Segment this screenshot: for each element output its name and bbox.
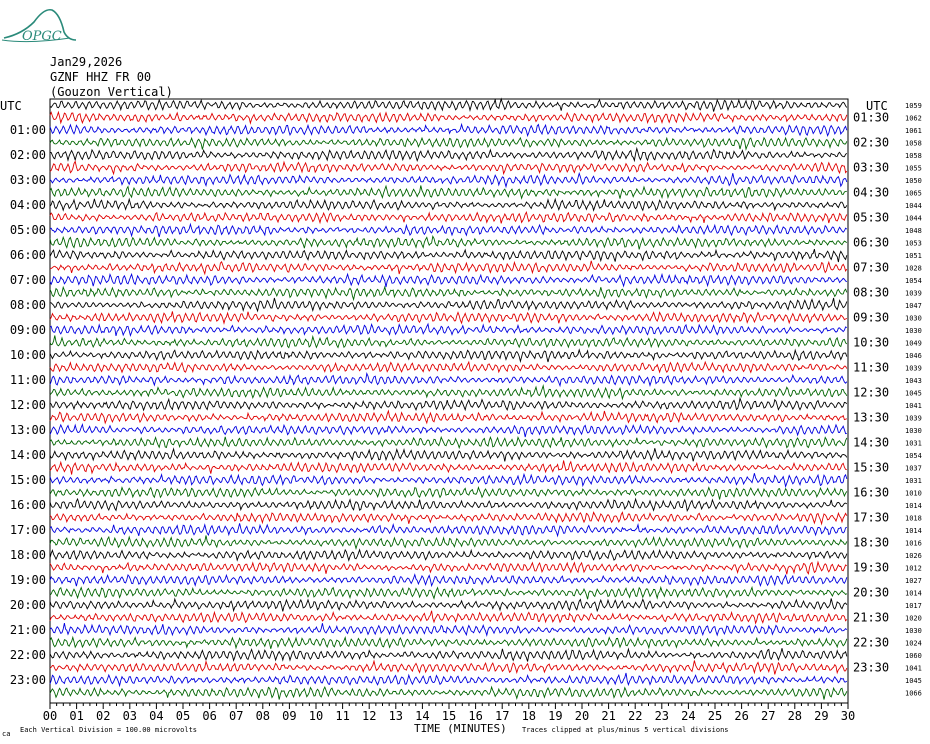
trace-line <box>50 687 847 699</box>
rms-value-label: 1045 <box>905 677 922 685</box>
trace-line <box>50 637 847 648</box>
rms-value-label: 1058 <box>905 139 922 148</box>
rms-value-label: 1049 <box>905 339 922 348</box>
trace-line <box>50 324 847 336</box>
x-tick-label: 04 <box>149 709 164 723</box>
rms-value-label: 1030 <box>905 314 922 323</box>
x-tick-label: 20 <box>574 709 590 723</box>
x-tick-label: 05 <box>175 709 191 723</box>
trace-line <box>50 224 847 237</box>
trace-line <box>50 599 847 612</box>
rms-value-label: 1054 <box>905 452 922 460</box>
trace-line <box>50 350 847 362</box>
left-time-label: 17:00 <box>9 523 46 537</box>
x-tick-label: 10 <box>308 709 324 723</box>
trace-group <box>50 99 847 700</box>
left-time-label: 14:00 <box>9 448 46 462</box>
left-time-labels <box>10 123 46 687</box>
trace-line <box>50 499 847 511</box>
rms-value-label: 1018 <box>905 514 922 523</box>
rms-value-label: 1030 <box>905 427 922 435</box>
trace-line <box>50 562 847 574</box>
right-time-label: 09:30 <box>853 310 890 325</box>
opgc-logo <box>2 10 76 44</box>
left-time-label: 20:00 <box>9 598 46 612</box>
rms-value-label: 1039 <box>905 289 922 298</box>
trace-line <box>50 461 847 475</box>
trace-line <box>50 212 847 223</box>
x-tick-label: 07 <box>228 709 244 723</box>
trace-line <box>50 274 847 287</box>
trace-line <box>50 398 847 410</box>
x-tick-label: 14 <box>415 709 430 723</box>
rms-value-label: 1031 <box>905 477 922 485</box>
right-time-label: 19:30 <box>853 560 890 575</box>
left-time-label: 08:00 <box>9 298 46 312</box>
rms-value-label: 1020 <box>905 614 922 623</box>
trace-line <box>50 386 847 399</box>
right-time-label: 13:30 <box>853 410 890 425</box>
left-time-label: 04:00 <box>9 198 46 212</box>
trace-line <box>50 587 847 599</box>
trace-line <box>50 425 847 438</box>
rms-value-label: 1044 <box>905 214 922 223</box>
right-time-labels <box>853 111 889 675</box>
trace-line <box>50 536 847 549</box>
right-time-label: 20:30 <box>853 585 890 600</box>
trace-line <box>50 99 847 112</box>
right-time-label: 05:30 <box>853 210 890 225</box>
trace-line <box>50 673 847 686</box>
rms-value-label: 1053 <box>905 239 922 248</box>
rms-value-label: 1065 <box>905 189 922 198</box>
x-tick-label: 12 <box>361 709 377 723</box>
rms-value-label: 1041 <box>905 664 922 673</box>
right-time-label: 06:30 <box>853 235 890 250</box>
left-time-label: 12:00 <box>9 398 46 412</box>
trace-line <box>50 611 847 624</box>
trace-line <box>50 448 847 461</box>
right-time-label: 17:30 <box>853 510 890 525</box>
trace-line <box>50 261 847 274</box>
trace-line <box>50 138 847 150</box>
rms-value-label: 1039 <box>905 364 922 373</box>
rms-value-label: 1037 <box>905 464 922 473</box>
rms-value-label: 1030 <box>905 327 922 335</box>
x-tick-label: 23 <box>654 709 670 723</box>
rms-value-label: 1026 <box>905 552 922 560</box>
left-time-label: 05:00 <box>9 223 46 237</box>
trace-line <box>50 623 847 635</box>
left-time-label: 23:00 <box>9 673 46 687</box>
trace-line <box>50 362 847 372</box>
rms-value-label: 1061 <box>905 127 922 135</box>
right-time-label: 23:30 <box>853 660 890 675</box>
right-time-label: 21:30 <box>853 610 890 625</box>
right-time-label: 14:30 <box>853 435 890 450</box>
trace-line <box>50 550 847 561</box>
x-tick-label: 16 <box>468 709 483 723</box>
rms-value-label: 1058 <box>905 152 922 160</box>
rms-value-label: 1048 <box>905 227 922 235</box>
rms-value-label: 1014 <box>905 527 922 535</box>
left-time-label: 07:00 <box>9 273 46 287</box>
trace-line <box>50 173 847 186</box>
trace-line <box>50 311 847 323</box>
rms-value-label: 1017 <box>905 602 922 610</box>
x-tick-label: 25 <box>707 709 723 723</box>
trace-line <box>50 411 847 423</box>
rms-value-label: 1014 <box>905 502 922 510</box>
right-time-label: 07:30 <box>853 260 890 275</box>
x-tick-label: 17 <box>494 709 510 723</box>
trace-line <box>50 473 847 486</box>
location-label: (Gouzon Vertical) <box>50 85 173 99</box>
right-time-label: 18:30 <box>853 535 890 550</box>
trace-line <box>50 437 847 448</box>
date-label: Jan29,2026 <box>50 55 123 69</box>
x-tick-label: 03 <box>122 709 138 723</box>
left-time-label: 02:00 <box>9 148 46 162</box>
x-tick-label: 22 <box>627 709 643 723</box>
rms-value-label: 1028 <box>905 264 922 273</box>
trace-line <box>50 374 847 386</box>
rms-value-label: 1039 <box>905 414 922 423</box>
right-time-label: 08:30 <box>853 285 890 300</box>
corner-mark: ca <box>2 730 11 738</box>
right-time-label: 12:30 <box>853 385 890 400</box>
rms-value-label: 1062 <box>905 114 922 123</box>
x-tick-label: 19 <box>548 709 563 723</box>
x-tick-label: 11 <box>335 709 350 723</box>
x-tick-label: 26 <box>734 709 749 723</box>
left-time-label: 21:00 <box>9 623 46 637</box>
right-time-label: 22:30 <box>853 635 890 650</box>
rms-value-labels <box>905 102 922 698</box>
rms-value-label: 1010 <box>905 489 922 498</box>
left-time-label: 11:00 <box>9 373 46 387</box>
left-time-label: 10:00 <box>9 348 46 362</box>
x-tick-label: 15 <box>441 709 457 723</box>
x-tick-label: 21 <box>601 709 616 723</box>
x-tick-label: 18 <box>521 709 537 723</box>
rms-value-label: 1047 <box>905 302 922 310</box>
left-time-label: 06:00 <box>9 248 46 262</box>
left-time-label: 19:00 <box>9 573 46 587</box>
left-time-label: 09:00 <box>9 323 46 337</box>
right-time-label: 04:30 <box>853 185 890 200</box>
division-note: Each Vertical Division = 100.00 microvolts <box>20 726 198 734</box>
rms-value-label: 1054 <box>905 277 922 285</box>
trace-line <box>50 523 847 536</box>
rms-value-label: 1050 <box>905 177 922 185</box>
trace-line <box>50 112 847 123</box>
right-time-label: 10:30 <box>853 335 890 350</box>
rms-value-label: 1027 <box>905 577 922 585</box>
trace-line <box>50 149 847 161</box>
right-time-label: 15:30 <box>853 460 890 475</box>
trace-line <box>50 488 847 500</box>
rms-value-label: 1024 <box>905 639 922 648</box>
rms-value-label: 1012 <box>905 564 922 573</box>
rms-value-label: 1055 <box>905 164 922 173</box>
x-tick-label: 24 <box>681 709 696 723</box>
rms-value-label: 1041 <box>905 402 922 410</box>
rms-value-label: 1046 <box>905 352 922 360</box>
station-label: GZNF HHZ FR 00 <box>50 70 152 84</box>
logo-text: OPGC <box>22 29 62 44</box>
trace-line <box>50 186 847 199</box>
trace-line <box>50 661 847 675</box>
left-time-label: 18:00 <box>9 548 46 562</box>
x-tick-label: 27 <box>760 709 776 723</box>
x-tick-label: 30 <box>840 709 856 723</box>
x-tick-label: 08 <box>255 709 271 723</box>
trace-line <box>50 336 847 348</box>
rms-value-label: 1030 <box>905 627 922 635</box>
right-time-label: 02:30 <box>853 135 890 150</box>
left-time-label: 03:00 <box>9 173 46 187</box>
trace-line <box>50 236 847 249</box>
utc-right-label: UTC <box>866 99 888 113</box>
x-tick-label: 09 <box>282 709 297 723</box>
trace-line <box>50 124 847 135</box>
utc-left-label: UTC <box>0 99 22 113</box>
trace-line <box>50 249 847 262</box>
x-tick-label: 00 <box>42 709 58 723</box>
trace-line <box>50 575 847 587</box>
left-time-label: 13:00 <box>9 423 46 437</box>
x-tick-label: 02 <box>95 709 111 723</box>
x-tick-label: 28 <box>787 709 803 723</box>
rms-value-label: 1060 <box>905 652 922 660</box>
rms-value-label: 1045 <box>905 389 922 398</box>
right-time-label: 11:30 <box>853 360 890 375</box>
rms-value-label: 1059 <box>905 102 922 110</box>
right-time-label: 03:30 <box>853 160 890 175</box>
rms-value-label: 1031 <box>905 439 922 448</box>
x-axis <box>43 703 855 723</box>
left-time-label: 01:00 <box>9 123 46 137</box>
rms-value-label: 1044 <box>905 202 922 210</box>
rms-value-label: 1051 <box>905 252 922 260</box>
trace-line <box>50 161 847 173</box>
left-time-label: 15:00 <box>9 473 46 487</box>
trace-line <box>50 298 847 311</box>
rms-value-label: 1016 <box>905 539 922 548</box>
trace-line <box>50 199 847 210</box>
left-time-label: 22:00 <box>9 648 46 662</box>
right-time-label: 16:30 <box>853 485 890 500</box>
rms-value-label: 1066 <box>905 689 922 698</box>
x-tick-label: 29 <box>814 709 829 723</box>
clip-note: Traces clipped at plus/minus 5 vertical divisions <box>522 726 729 734</box>
rms-value-label: 1014 <box>905 589 922 598</box>
x-tick-label: 06 <box>202 709 217 723</box>
rms-value-label: 1043 <box>905 377 922 385</box>
right-time-label: 01:30 <box>853 110 890 125</box>
x-axis-title: TIME (MINUTES) <box>414 722 507 735</box>
trace-line <box>50 648 847 661</box>
left-time-label: 16:00 <box>9 498 46 512</box>
trace-line <box>50 512 847 523</box>
x-tick-label: 13 <box>388 709 404 723</box>
trace-line <box>50 287 847 300</box>
x-tick-label: 01 <box>69 709 84 723</box>
